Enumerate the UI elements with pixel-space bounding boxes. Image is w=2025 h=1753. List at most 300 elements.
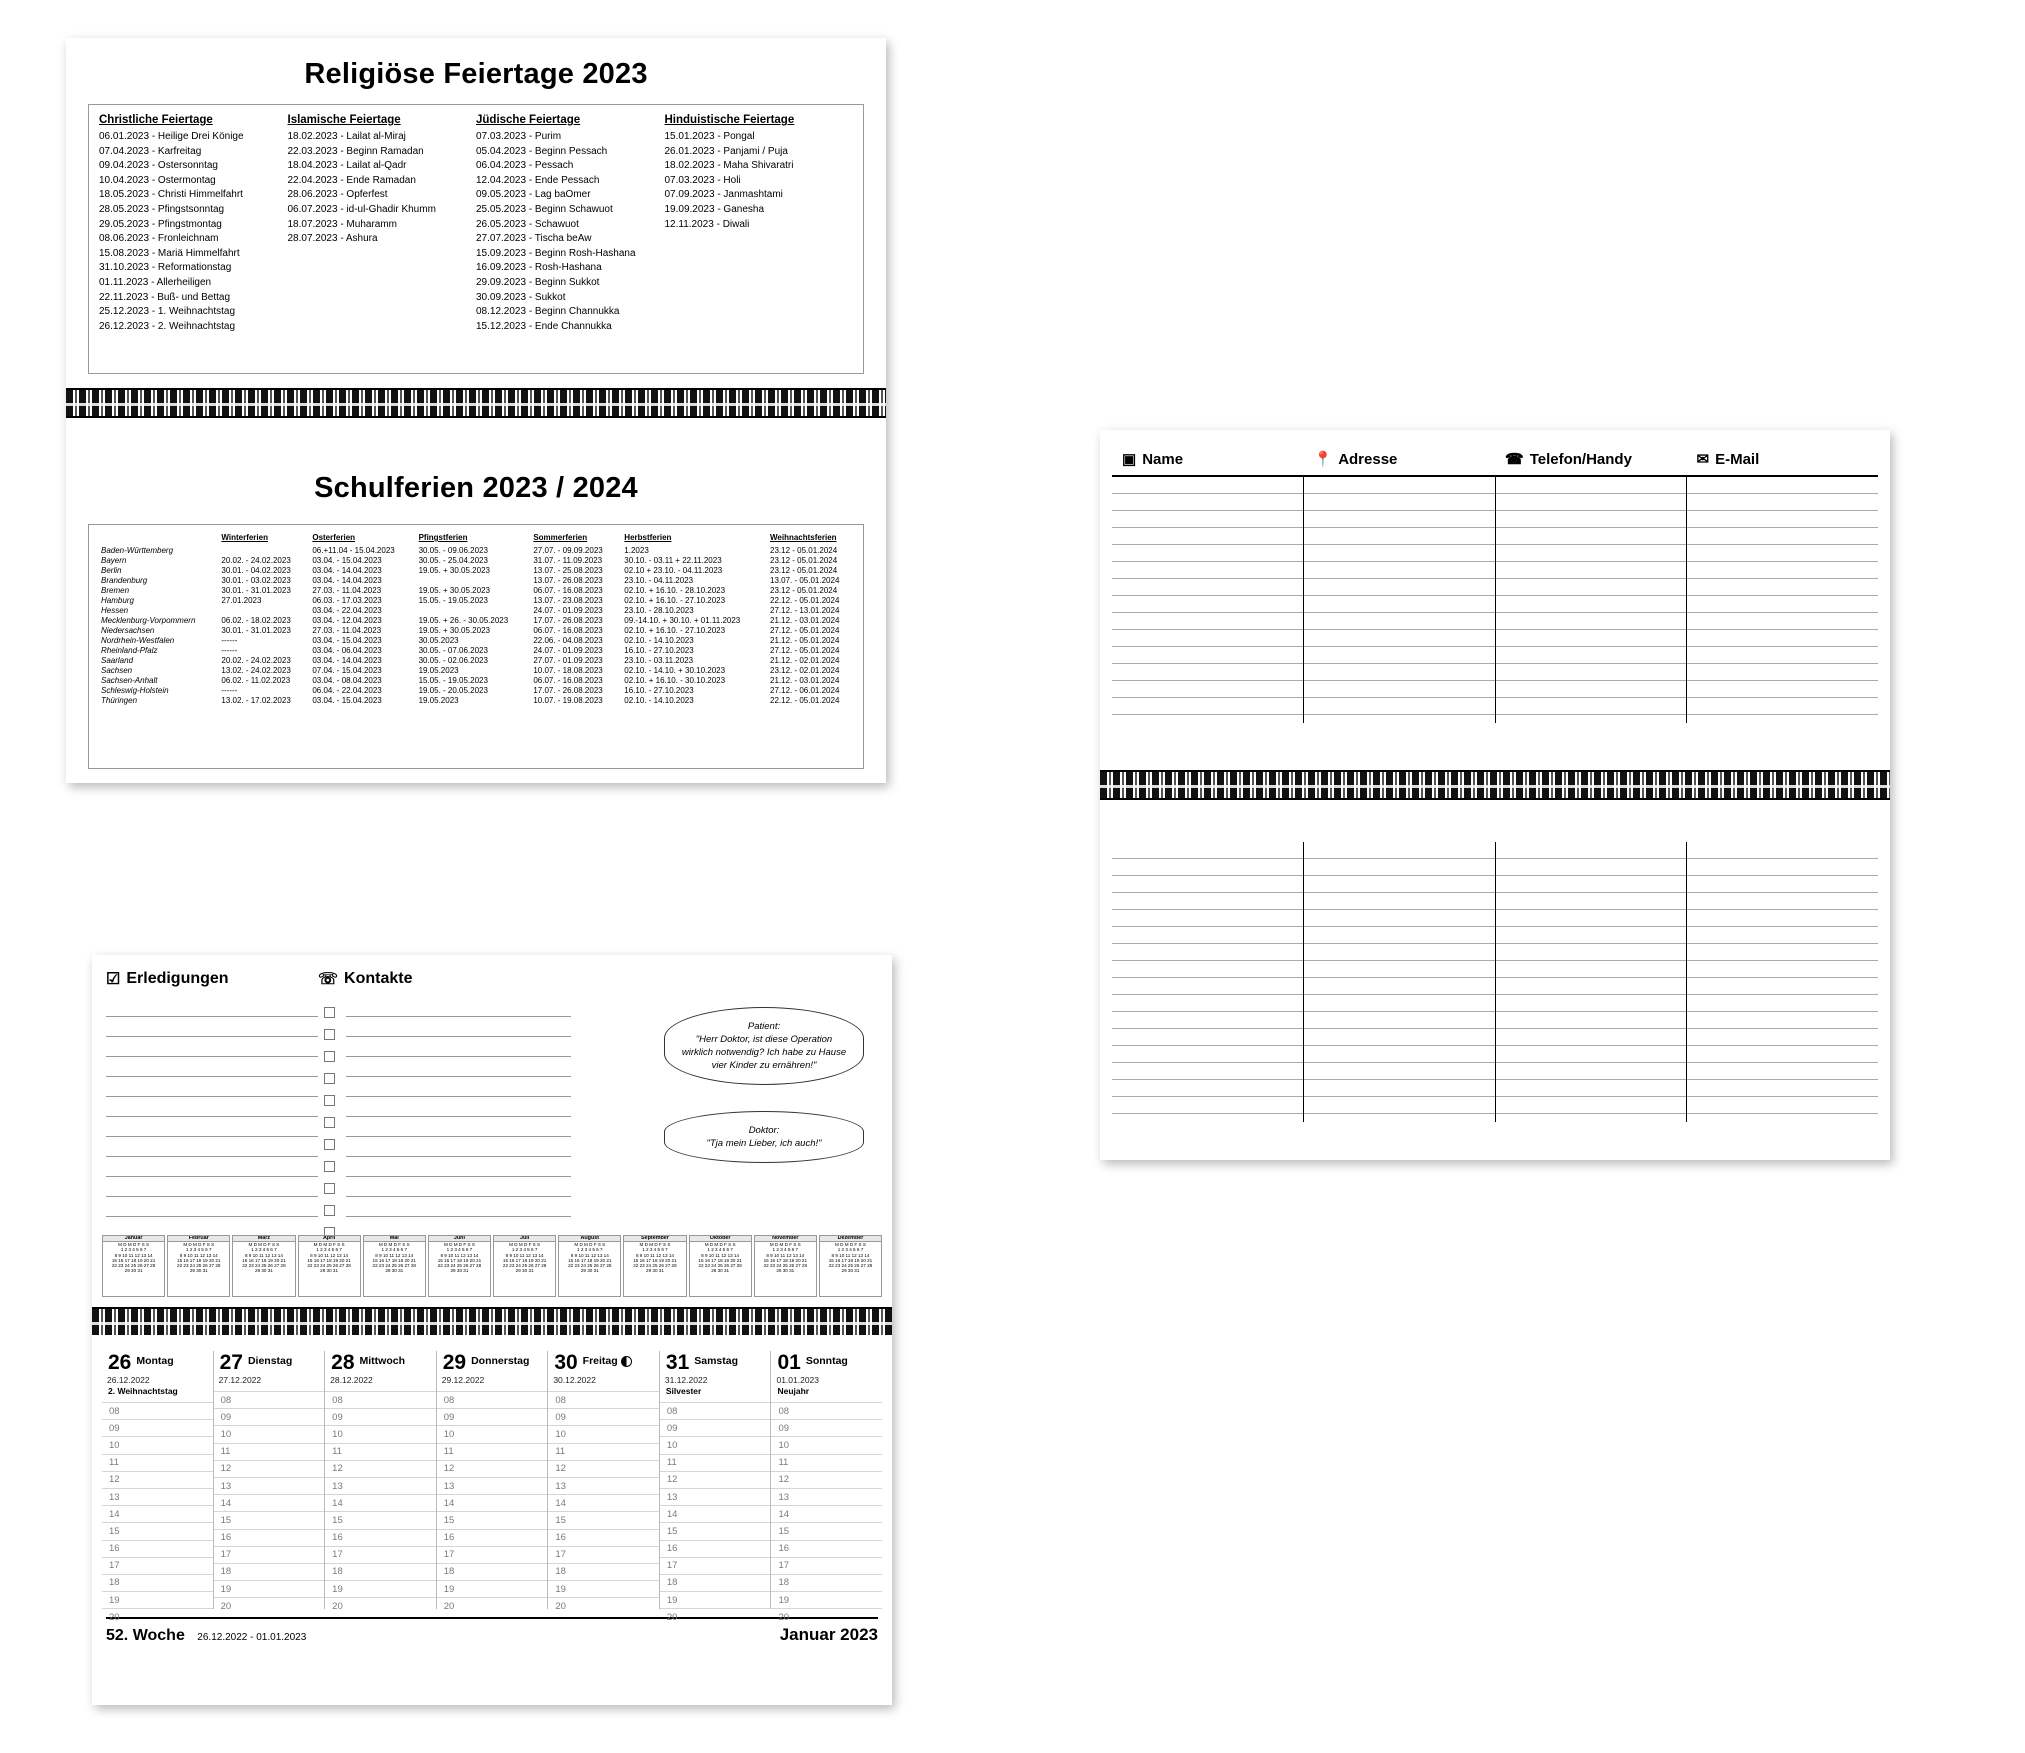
- hour-slot[interactable]: 08: [437, 1391, 548, 1408]
- hour-slot[interactable]: 16: [325, 1529, 436, 1546]
- spiral-binding: [1100, 770, 1890, 800]
- school-holiday-cell: 23.10. - 04.11.2023: [624, 575, 694, 585]
- year-month-name: Mai: [364, 1236, 425, 1242]
- school-holiday-cell: 22.12. - 05.01.2024: [770, 595, 840, 605]
- holidays-box: [88, 104, 864, 374]
- hour-slot[interactable]: 14: [660, 1505, 771, 1522]
- day-number: 28: [331, 1351, 355, 1374]
- state-name: Schleswig-Holstein: [101, 685, 169, 695]
- holiday-column-heading: Hinduistische Feiertage: [664, 114, 795, 126]
- school-title: Schulferien 2023 / 2024: [314, 472, 638, 504]
- state-name: Sachsen-Anhalt: [101, 675, 158, 685]
- hour-slot[interactable]: 11: [214, 1443, 325, 1460]
- hour-slot[interactable]: 18: [548, 1563, 659, 1580]
- state-name: Hessen: [101, 605, 129, 615]
- hour-slot[interactable]: 17: [437, 1546, 548, 1563]
- hour-slot[interactable]: 15: [771, 1522, 882, 1539]
- school-holiday-cell: 1.2023: [624, 545, 649, 555]
- day-column[interactable]: [102, 1351, 214, 1623]
- moon-phase-icon: [621, 1356, 632, 1367]
- school-holiday-cell: 20.02. - 24.02.2023: [221, 555, 291, 565]
- year-day-row: 8 9 10 11 12 13 14: [375, 1252, 414, 1258]
- school-holiday-cell: 27.03. - 11.04.2023: [312, 585, 382, 595]
- state-name: Nordrhein-Westfalen: [101, 635, 175, 645]
- hour-slot[interactable]: 14: [102, 1505, 213, 1522]
- hour-slot[interactable]: 08: [214, 1391, 325, 1408]
- hour-slot[interactable]: 09: [325, 1408, 436, 1425]
- holiday-entry: 30.09.2023 - Sukkot: [476, 291, 566, 303]
- hour-slot[interactable]: 19: [325, 1580, 436, 1597]
- hour-slot[interactable]: 15: [102, 1522, 213, 1539]
- year-day-row: 1 2 3 4 5 6 7: [511, 1247, 538, 1253]
- day-column[interactable]: [325, 1351, 437, 1612]
- year-day-row: 1 2 3 4 5 6 7: [772, 1247, 799, 1253]
- hour-slot[interactable]: 19: [437, 1580, 548, 1597]
- school-holiday-cell: 30.05. - 25.04.2023: [418, 555, 488, 565]
- hour-slot[interactable]: 10: [660, 1436, 771, 1453]
- state-name: Saarland: [101, 655, 134, 665]
- joke-bubble-doctor: [664, 1111, 864, 1163]
- hour-slot[interactable]: 17: [325, 1546, 436, 1563]
- state-name: Rheinland-Pfalz: [101, 645, 158, 655]
- year-month-block: [623, 1235, 686, 1297]
- day-column[interactable]: [771, 1351, 882, 1623]
- school-holiday-cell: [415, 605, 530, 615]
- hour-slot[interactable]: 13: [325, 1477, 436, 1494]
- hour-slot[interactable]: 09: [437, 1408, 548, 1425]
- school-holiday-cell: 30.05. - 07.06.2023: [418, 645, 488, 655]
- school-holiday-cell: 02.10. + 16.10. - 30.10.2023: [624, 675, 726, 685]
- hour-slot[interactable]: 13: [771, 1488, 882, 1505]
- day-date: 28.12.2022: [330, 1375, 373, 1385]
- school-holiday-cell: 27.12. - 06.01.2024: [770, 685, 840, 695]
- todo-checkbox-column[interactable]: [318, 997, 340, 1229]
- hour-slot[interactable]: 12: [548, 1460, 659, 1477]
- holiday-entry: 29.05.2023 - Pfingstmontag: [99, 218, 222, 230]
- hour-slot[interactable]: 11: [771, 1454, 882, 1471]
- school-holiday-cell: 30.10. - 03.11 + 22.11.2023: [624, 555, 722, 565]
- kontakte-lines[interactable]: [346, 997, 571, 1229]
- school-holiday-cell: 03.04. - 15.04.2023: [312, 555, 382, 565]
- holiday-entry: 15.12.2023 - Ende Channukka: [476, 320, 612, 332]
- hour-slot[interactable]: 13: [437, 1477, 548, 1494]
- hour-slot[interactable]: 13: [214, 1477, 325, 1494]
- hour-slot[interactable]: 09: [102, 1419, 213, 1436]
- school-holiday-cell: 19.05.2023: [418, 665, 459, 675]
- holiday-column: [665, 114, 854, 334]
- hour-slot[interactable]: 20: [325, 1597, 436, 1614]
- hour-slots[interactable]: [102, 1402, 213, 1625]
- school-holiday-cell: 03.04. - 14.04.2023: [312, 565, 382, 575]
- year-month-block: [232, 1235, 295, 1297]
- day-column[interactable]: [437, 1351, 549, 1612]
- hour-slot[interactable]: 16: [214, 1529, 325, 1546]
- school-holiday-cell: 15.05. - 19.05.2023: [418, 595, 488, 605]
- year-weekday-row: M D M D F S S: [118, 1242, 150, 1248]
- school-holiday-cell: 03.04. - 22.04.2023: [312, 605, 382, 615]
- hour-slot[interactable]: 11: [660, 1454, 771, 1471]
- school-holiday-cell: 23.12. - 02.01.2024: [770, 665, 840, 675]
- year-day-row: 22 23 24 25 26 27 28: [633, 1263, 677, 1269]
- planner-page-week: [92, 955, 892, 1705]
- hour-slot[interactable]: 12: [102, 1471, 213, 1488]
- hour-slot[interactable]: 19: [548, 1580, 659, 1597]
- holiday-entry: 08.06.2023 - Fronleichnam: [99, 233, 219, 245]
- school-holiday-cell: 27.07. - 01.09.2023: [533, 655, 603, 665]
- hour-slot[interactable]: 11: [548, 1443, 659, 1460]
- hour-slot[interactable]: 18: [771, 1574, 882, 1591]
- year-day-row: 29 30 31: [189, 1268, 208, 1274]
- hour-slots[interactable]: [214, 1391, 325, 1614]
- holiday-entry: 05.04.2023 - Beginn Pessach: [476, 145, 608, 157]
- holiday-column-heading: Jüdische Feiertage: [476, 114, 581, 126]
- day-number: 26: [108, 1351, 132, 1374]
- day-name: Freitag: [578, 1355, 632, 1367]
- school-holiday-cell: [217, 605, 308, 615]
- hour-slot[interactable]: 09: [214, 1408, 325, 1425]
- school-holiday-cell: 23.12 - 05.01.2024: [770, 585, 838, 595]
- year-month-block: [819, 1235, 882, 1297]
- hour-slot[interactable]: 20: [214, 1597, 325, 1614]
- school-holidays-table: [97, 533, 857, 705]
- year-day-row: 15 16 17 18 19 20 21: [633, 1257, 677, 1263]
- table-row: [97, 685, 857, 695]
- school-holiday-cell: 21.12. - 03.01.2024: [770, 675, 840, 685]
- hour-slot[interactable]: 16: [771, 1540, 882, 1557]
- year-day-row: 15 16 17 18 19 20 21: [177, 1257, 221, 1263]
- hour-slot[interactable]: 17: [214, 1546, 325, 1563]
- year-day-row: 15 16 17 18 19 20 21: [437, 1257, 482, 1263]
- erledigungen-header: [106, 969, 318, 989]
- todo-checkbox[interactable]: [324, 1051, 335, 1062]
- school-holiday-cell: [415, 575, 530, 585]
- school-holiday-cell: 13.02. - 17.02.2023: [221, 695, 291, 705]
- year-day-row: 8 9 10 11 12 13 14: [505, 1252, 544, 1258]
- hour-slot[interactable]: 20: [548, 1597, 659, 1614]
- state-name: Mecklenburg-Vorpommern: [101, 615, 196, 625]
- school-col-header: [97, 533, 217, 545]
- todo-checkbox[interactable]: [324, 1095, 335, 1106]
- hour-slot[interactable]: 19: [102, 1591, 213, 1608]
- hour-slot[interactable]: 19: [214, 1580, 325, 1597]
- hour-slot[interactable]: 20: [771, 1608, 882, 1625]
- table-row: [97, 615, 857, 625]
- hour-slot[interactable]: 08: [660, 1402, 771, 1419]
- year-weekday-row: M D M D F S S: [835, 1242, 866, 1248]
- day-note: 2. Weihnachtstag: [108, 1386, 178, 1396]
- table-row: [97, 565, 857, 575]
- hour-slot[interactable]: 15: [437, 1511, 548, 1528]
- school-holiday-cell: 02.10. - 14.10. + 30.10.2023: [624, 665, 726, 675]
- holiday-entry: 22.11.2023 - Buß- und Bettag: [99, 291, 231, 303]
- hour-slot[interactable]: 11: [325, 1443, 436, 1460]
- hour-slot[interactable]: 12: [437, 1460, 548, 1477]
- hour-slot[interactable]: 10: [102, 1436, 213, 1453]
- hour-slot[interactable]: 12: [660, 1471, 771, 1488]
- hour-slot[interactable]: 13: [548, 1477, 659, 1494]
- holiday-entry: 26.05.2023 - Schawuot: [476, 218, 579, 230]
- hour-slot[interactable]: 17: [102, 1557, 213, 1574]
- address-col-label: Name: [1142, 450, 1184, 468]
- week-grid: [102, 1351, 882, 1623]
- holiday-entry: 26.12.2023 - 2. Weihnachtstag: [99, 320, 236, 332]
- hour-slot[interactable]: 08: [102, 1402, 213, 1419]
- hour-slot[interactable]: 14: [214, 1494, 325, 1511]
- hour-slot[interactable]: 15: [548, 1511, 659, 1528]
- planner-page-addresses: [1100, 430, 1890, 1160]
- year-day-row: 8 9 10 11 12 13 14: [766, 1252, 805, 1258]
- hour-slot[interactable]: 08: [771, 1402, 882, 1419]
- hour-slot[interactable]: 18: [214, 1563, 325, 1580]
- hour-slot[interactable]: 16: [102, 1540, 213, 1557]
- hour-slot[interactable]: 16: [548, 1529, 659, 1546]
- holiday-entry: 06.07.2023 - id-ul-Ghadir Khumm: [287, 203, 436, 215]
- hour-slot[interactable]: 10: [548, 1425, 659, 1442]
- day-column[interactable]: [660, 1351, 772, 1623]
- year-day-row: 22 23 24 25 26 27 28: [111, 1263, 156, 1269]
- school-holiday-cell: 30.05.2023: [418, 635, 459, 645]
- address-cell-email[interactable]: [1687, 842, 1878, 1122]
- todo-checkbox[interactable]: [324, 1029, 335, 1040]
- school-holiday-cell: 21.12. - 03.01.2024: [770, 615, 840, 625]
- year-month-name: Juni: [429, 1236, 490, 1242]
- school-holiday-cell: 22.12. - 05.01.2024: [770, 695, 840, 705]
- hour-slot[interactable]: 11: [437, 1443, 548, 1460]
- joke-doctor-label: Doktor:: [748, 1125, 780, 1136]
- school-holiday-cell: 16.10. - 27.10.2023: [624, 645, 694, 655]
- year-day-row: 1 2 3 4 5 6 7: [251, 1247, 277, 1253]
- day-name: Montag: [136, 1355, 174, 1367]
- hour-slots[interactable]: [325, 1391, 436, 1614]
- day-date: 27.12.2022: [218, 1375, 262, 1385]
- address-cell-telefon[interactable]: [1496, 842, 1688, 1122]
- address-cell-email[interactable]: [1687, 477, 1878, 723]
- school-holiday-cell: 10.07. - 19.08.2023: [533, 695, 603, 705]
- phone-icon: ☏: [318, 971, 339, 988]
- holiday-entry: 31.10.2023 - Reformationstag: [99, 262, 232, 274]
- school-holiday-cell: 07.04. - 15.04.2023: [312, 665, 382, 675]
- school-holiday-cell: 30.01. - 31.01.2023: [221, 585, 291, 595]
- school-holiday-cell: 13.07. - 25.08.2023: [533, 565, 603, 575]
- todo-checkbox[interactable]: [324, 1117, 335, 1128]
- todo-lines[interactable]: [106, 997, 318, 1229]
- address-cell-adresse[interactable]: [1304, 842, 1496, 1122]
- hour-slot[interactable]: 15: [660, 1522, 771, 1539]
- day-column[interactable]: [548, 1351, 660, 1612]
- address-write-area[interactable]: [1112, 477, 1878, 723]
- school-holiday-cell: 30.01. - 04.02.2023: [221, 565, 291, 575]
- year-month-block: [428, 1235, 491, 1297]
- todo-sheet: [92, 955, 892, 1305]
- school-holiday-cell: 02.10. + 16.10. - 28.10.2023: [624, 585, 726, 595]
- holiday-entry: 15.08.2023 - Mariä Himmelfahrt: [99, 247, 240, 259]
- day-column[interactable]: [214, 1351, 326, 1612]
- hour-slots[interactable]: [771, 1402, 882, 1625]
- hour-slot[interactable]: 16: [660, 1540, 771, 1557]
- year-day-row: 15 16 17 18 19 20 21: [828, 1257, 873, 1263]
- year-month-block: [754, 1235, 817, 1297]
- hour-slot[interactable]: 18: [102, 1574, 213, 1591]
- year-month-name: September: [624, 1236, 685, 1242]
- spiral-binding: [92, 1307, 892, 1337]
- hour-slot[interactable]: 16: [437, 1529, 548, 1546]
- school-holiday-cell: 06.04. - 22.04.2023: [312, 685, 382, 695]
- todo-checkbox[interactable]: [324, 1161, 335, 1172]
- hour-slot[interactable]: 17: [771, 1557, 882, 1574]
- school-holiday-cell: 09.-14.10. + 30.10. + 01.11.2023: [624, 615, 741, 625]
- holiday-entry: 26.01.2023 - Panjami / Puja: [664, 145, 788, 157]
- state-name: Thüringen: [101, 695, 138, 705]
- day-name: Mittwoch: [359, 1355, 406, 1367]
- address-write-area-2[interactable]: [1112, 842, 1878, 1122]
- day-name: Samstag: [694, 1355, 739, 1367]
- school-holiday-cell: 27.03. - 11.04.2023: [312, 625, 382, 635]
- address-cell-name[interactable]: [1112, 477, 1304, 723]
- hour-slot[interactable]: 15: [214, 1511, 325, 1528]
- day-date: 26.12.2022: [107, 1375, 150, 1385]
- spiral-binding: [66, 388, 886, 418]
- address-col-label: Adresse: [1338, 450, 1398, 468]
- joke-patient-text: "Herr Doktor, ist diese Operation wirklich notwendig? Ich habe zu Hause vier Kinder zu ernähren!": [681, 1034, 847, 1071]
- holiday-entry: 10.04.2023 - Ostermontag: [99, 174, 216, 186]
- hour-slot[interactable]: 17: [660, 1557, 771, 1574]
- address-col-telefon: [1495, 450, 1687, 475]
- year-day-row: 29 30 31: [515, 1268, 534, 1274]
- hour-slots[interactable]: [660, 1402, 771, 1625]
- holiday-entry: 07.09.2023 - Janmashtami: [664, 189, 783, 201]
- year-month-name: Oktober: [690, 1236, 751, 1242]
- holiday-entry: 25.05.2023 - Beginn Schawuot: [476, 203, 613, 215]
- hour-slot[interactable]: 20: [102, 1608, 213, 1625]
- address-cell-telefon[interactable]: [1496, 477, 1688, 723]
- todo-checkbox[interactable]: [324, 1007, 335, 1018]
- year-day-row: 29 30 31: [646, 1268, 664, 1274]
- year-day-row: 15 16 17 18 19 20 21: [698, 1257, 742, 1263]
- hour-slot[interactable]: 08: [325, 1391, 436, 1408]
- holiday-entry: 28.07.2023 - Ashura: [287, 233, 378, 245]
- hour-slot[interactable]: 14: [437, 1494, 548, 1511]
- hour-slot[interactable]: 10: [771, 1436, 882, 1453]
- hour-slot[interactable]: 18: [437, 1563, 548, 1580]
- hour-slot[interactable]: 13: [660, 1488, 771, 1505]
- joke-patient-label: Patient:: [747, 1021, 781, 1032]
- hour-slot[interactable]: 20: [437, 1597, 548, 1614]
- address-sheet-bottom: [1100, 828, 1890, 1160]
- year-day-row: 8 9 10 11 12 13 14: [701, 1252, 740, 1258]
- address-col-label: Telefon/Handy: [1529, 450, 1632, 468]
- table-row: [97, 595, 857, 605]
- school-holiday-cell: 27.07. - 09.09.2023: [533, 545, 603, 555]
- hour-slot[interactable]: 12: [771, 1471, 882, 1488]
- hour-slot[interactable]: 14: [771, 1505, 882, 1522]
- year-day-row: 29 30 31: [124, 1268, 143, 1274]
- school-holiday-cell: 16.10. - 27.10.2023: [624, 685, 694, 695]
- state-name: Hamburg: [101, 595, 134, 605]
- todo-checkbox[interactable]: [324, 1205, 335, 1216]
- holiday-entry: 16.09.2023 - Rosh-Hashana: [476, 262, 602, 274]
- table-row: [97, 695, 857, 705]
- year-month-name: November: [755, 1236, 816, 1242]
- school-holiday-cell: 23.12 - 05.01.2024: [770, 545, 838, 555]
- holiday-entry: 28.06.2023 - Opferfest: [287, 189, 388, 201]
- erledigungen-label: Erledigungen: [126, 970, 229, 987]
- holiday-entry: 25.12.2023 - 1. Weihnachtstag: [99, 306, 236, 318]
- year-day-row: 22 23 24 25 26 27 28: [307, 1263, 351, 1269]
- year-day-row: 1 2 3 4 5 6 7: [707, 1247, 733, 1253]
- hour-slot[interactable]: 14: [548, 1494, 659, 1511]
- kontakte-label: Kontakte: [344, 970, 413, 987]
- hour-slot[interactable]: 08: [548, 1391, 659, 1408]
- school-holiday-cell: 13.02. - 24.02.2023: [221, 665, 291, 675]
- hour-slot[interactable]: 09: [660, 1419, 771, 1436]
- hour-slot[interactable]: 18: [660, 1574, 771, 1591]
- year-weekday-row: M D M D F S S: [574, 1242, 606, 1248]
- hour-slot[interactable]: 15: [325, 1511, 436, 1528]
- hour-slot[interactable]: 12: [214, 1460, 325, 1477]
- holiday-column: [99, 114, 288, 334]
- todo-headers: [92, 955, 892, 989]
- school-holiday-cell: 02.10. + 16.10. - 27.10.2023: [624, 595, 726, 605]
- hour-slot[interactable]: 10: [437, 1425, 548, 1442]
- school-holiday-cell: 19.05.2023: [418, 695, 459, 705]
- table-row: [97, 545, 857, 555]
- table-row: [97, 585, 857, 595]
- hour-slots[interactable]: [437, 1391, 548, 1614]
- hour-slot[interactable]: 11: [102, 1454, 213, 1471]
- todo-checkbox[interactable]: [324, 1183, 335, 1194]
- address-cell-adresse[interactable]: [1304, 477, 1496, 723]
- todo-checkbox[interactable]: [324, 1139, 335, 1150]
- year-day-row: 22 23 24 25 26 27 28: [502, 1263, 547, 1269]
- hour-slot[interactable]: 13: [102, 1488, 213, 1505]
- hour-slot[interactable]: 09: [548, 1408, 659, 1425]
- school-holiday-cell: 19.05. + 30.05.2023: [418, 625, 490, 635]
- hour-slot[interactable]: 09: [771, 1419, 882, 1436]
- hour-slot[interactable]: 14: [325, 1494, 436, 1511]
- state-name: Bremen: [101, 585, 130, 595]
- hour-slot[interactable]: 10: [325, 1425, 436, 1442]
- year-month-name: März: [233, 1236, 294, 1242]
- year-day-row: 1 2 3 4 5 6 7: [185, 1247, 212, 1253]
- hour-slot[interactable]: 19: [660, 1591, 771, 1608]
- year-day-row: 22 23 24 25 26 27 28: [698, 1263, 742, 1269]
- holiday-entry: 09.05.2023 - Lag baOmer: [476, 189, 591, 201]
- hour-slot[interactable]: 10: [214, 1425, 325, 1442]
- hour-slot[interactable]: 17: [548, 1546, 659, 1563]
- school-holiday-cell: 06.07. - 16.08.2023: [533, 675, 603, 685]
- address-cell-name[interactable]: [1112, 842, 1304, 1122]
- hour-slot[interactable]: 12: [325, 1460, 436, 1477]
- year-day-row: 8 9 10 11 12 13 14: [114, 1252, 153, 1258]
- joke-area: [664, 1007, 864, 1189]
- school-holiday-cell: 03.04. - 14.04.2023: [312, 575, 382, 585]
- school-holiday-cell: 19.05. + 30.05.2023: [418, 585, 490, 595]
- todo-checkbox[interactable]: [324, 1073, 335, 1084]
- school-holiday-cell: 03.04. - 15.04.2023: [312, 695, 382, 705]
- year-day-row: 1 2 3 4 5 6 7: [577, 1247, 603, 1253]
- address-sheet-top: [1100, 430, 1890, 762]
- year-weekday-row: M D M D F S S: [704, 1242, 736, 1248]
- school-holiday-cell: 19.05. + 26. - 30.05.2023: [418, 615, 509, 625]
- hour-slot[interactable]: 18: [325, 1563, 436, 1580]
- year-day-row: 22 23 24 25 26 27 28: [763, 1263, 808, 1269]
- hour-slots[interactable]: [548, 1391, 659, 1614]
- hour-slot[interactable]: 19: [771, 1591, 882, 1608]
- school-holiday-cell: 03.04. - 14.04.2023: [312, 655, 382, 665]
- hour-slot[interactable]: 20: [660, 1608, 771, 1625]
- school-holiday-cell: 27.01.2023: [221, 595, 262, 605]
- day-number: 29: [442, 1351, 467, 1374]
